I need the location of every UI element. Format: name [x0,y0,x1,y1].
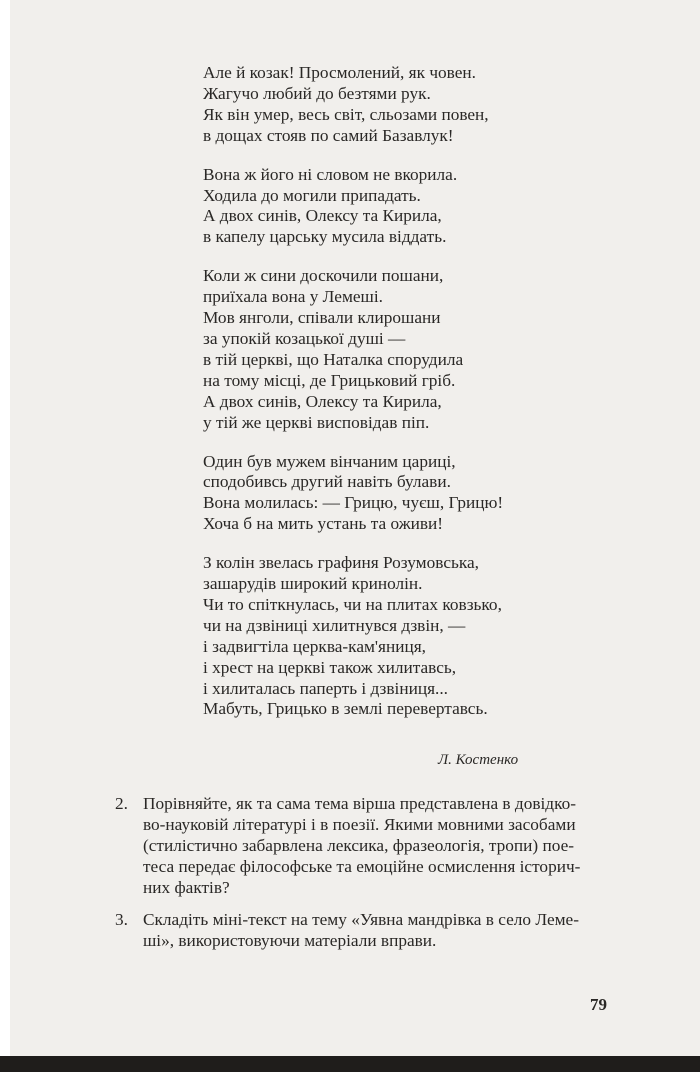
task-number: 2. [115,794,128,813]
task-line: во-науковій літературі і в поезії. Якими мовними засобами [143,815,576,834]
poem-stanza-4 [203,452,583,536]
poem-stanza-2 [203,165,583,249]
poem-line: Коли ж сини доскочили пошани, [203,266,444,286]
poem-line: і хилиталась паперть і дзвіниця... [203,678,448,698]
task-line: теса передає філософське та емоційне осмислення історич- [143,857,581,876]
task-line: Порівняйте, як та сама тема вірша представлена в довідко- [143,794,577,813]
poem-line: Ходила до могили припадать. [203,185,421,205]
poem-line: Вона ж його ні словом не вкорила. [203,164,458,184]
poem-stanza-5 [203,553,583,720]
poem-line: Один був мужем вінчаним цариці, [203,451,456,471]
task-text [143,909,613,951]
poem-line: чи на дзвіниці хилитнувся дзвін, — [203,615,466,635]
poem-stanza-3 [203,266,583,433]
poem-line: в тій церкві, що Наталка спорудила [203,349,464,369]
task-text [143,793,613,898]
poem-line: Хоча б на мить устань та оживи! [203,514,444,534]
task-item-3 [115,909,613,951]
poem-line: Але й козак! Просмолений, як човен. [203,63,476,82]
poem-line: і задвигтіла церква-кам'яниця, [203,636,427,656]
poem-line: сподобивсь другий навіть булави. [203,472,451,492]
task-line: Складіть міні-текст на тему «Уявна мандрівка в село Леме- [143,910,579,929]
poem-line: і хрест на церкві також хилитавсь, [203,657,457,677]
poem-line: за упокій козацької душі — [203,328,406,348]
poem-line: А двох синів, Олексу та Кирила, [203,391,442,411]
task-number: 3. [115,910,128,929]
poem-stanza-1 [203,63,583,147]
poem-line: Вона молилась: — Грицю, чуєш, Грицю! [203,493,504,513]
task-line: (стилістично забарвлена лексика, фразеологія, тропи) пое- [143,836,575,855]
task-item-2 [115,793,613,898]
poem-line: у тій же церкві висповідав піп. [203,412,430,432]
poem-line: З колін звелась графиня Розумовська, [203,553,479,573]
poem-line: Мов янголи, співали клирошани [203,308,441,328]
task-line: ші», використовуючи матеріали вправи. [143,931,437,950]
poem-line: приїхала вона у Лемеші. [203,287,383,307]
task-line: них фактів? [143,878,230,897]
poem-line: Чи то спіткнулась, чи на плитах ковзько, [203,594,502,614]
poem-line: на тому місці, де Грицьковий гріб. [203,370,456,390]
page-number: 79 [590,995,607,1014]
scanner-bottom-edge [0,1056,700,1072]
poem-line: Як він умер, весь світ, сльозами повен, [203,104,489,124]
poem-line: Жагучо любий до безтями рук. [203,83,431,103]
poem-line: в дощах стояв по самий Базавлук! [203,125,454,145]
poem-author: Л. Костенко [438,752,519,768]
poem [203,63,583,738]
poem-line: А двох синів, Олексу та Кирила, [203,206,442,226]
poem-line: Мабуть, Грицько в землі перевертавсь. [203,699,488,719]
poem-line: зашарудів широкий кринолін. [203,574,423,594]
poem-line: в капелу царську мусила віддать. [203,227,447,247]
